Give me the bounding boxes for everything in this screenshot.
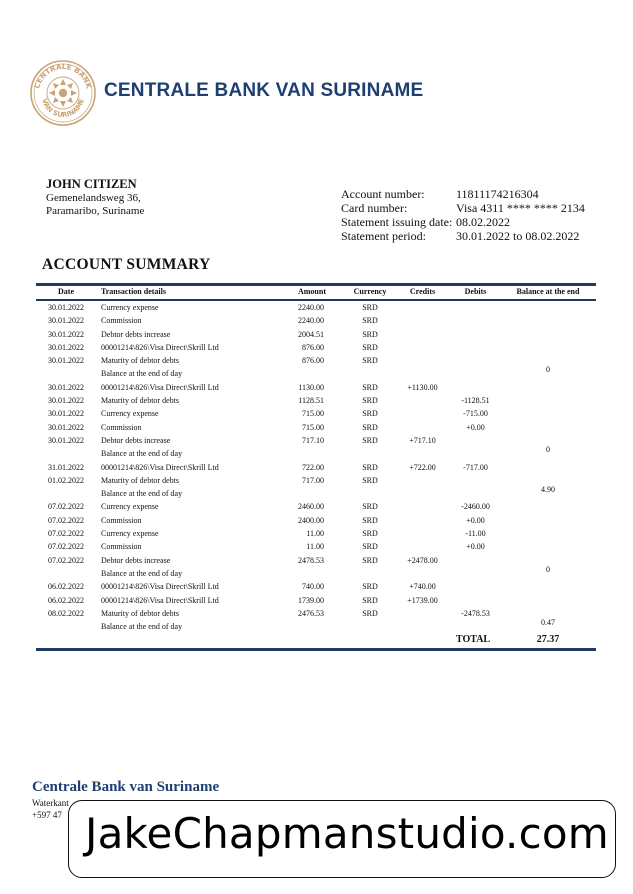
cell-currency: SRD bbox=[362, 608, 378, 618]
card-number-value: Visa 4311 **** **** 2134 bbox=[456, 201, 585, 215]
cell-currency: SRD bbox=[362, 542, 378, 552]
table-row bbox=[36, 594, 596, 607]
cell-credits: +1130.00 bbox=[407, 382, 438, 392]
cell-currency: SRD bbox=[362, 303, 378, 312]
cell-currency: SRD bbox=[362, 462, 378, 472]
cell-currency: SRD bbox=[362, 435, 378, 445]
cell-currency: SRD bbox=[362, 422, 378, 432]
header-debits: Debits bbox=[464, 287, 487, 296]
cell-date: 07.02.2022 bbox=[48, 529, 84, 539]
cell-details: Maturity of debtor debts bbox=[101, 356, 179, 366]
statement-period-value: 30.01.2022 to 08.02.2022 bbox=[456, 229, 580, 243]
cell-currency: SRD bbox=[362, 409, 378, 419]
cell-details: Commission bbox=[101, 542, 142, 552]
cell-details: Debtor debts increase bbox=[101, 435, 171, 445]
cell-balance: 0.47 bbox=[541, 618, 555, 628]
cell-debits: -717.00 bbox=[463, 462, 488, 472]
footer-bank-name: Centrale Bank van Suriname bbox=[32, 779, 220, 795]
cell-currency: SRD bbox=[362, 316, 378, 326]
cell-details: Balance at the end of day bbox=[101, 489, 183, 499]
customer-address-line1: Gemenelandsweg 36, bbox=[46, 192, 141, 204]
issuing-date-label: Statement issuing date: bbox=[341, 215, 453, 229]
bank-name: CENTRALE BANK VAN SURINAME bbox=[104, 80, 424, 101]
cell-amount: 2400.00 bbox=[298, 515, 324, 525]
cell-currency: SRD bbox=[362, 529, 378, 539]
cell-date: 30.01.2022 bbox=[48, 342, 84, 352]
cell-details: 00001214\826\Visa Direct\Skrill Ltd bbox=[101, 582, 219, 592]
table-row bbox=[36, 461, 596, 474]
cell-amount: 876.00 bbox=[302, 356, 324, 366]
cell-date: 30.01.2022 bbox=[48, 329, 84, 339]
cell-date: 08.02.2022 bbox=[48, 608, 84, 618]
cell-balance: 4.90 bbox=[541, 485, 555, 495]
svg-text:VAN SURINAME: VAN SURINAME bbox=[40, 97, 86, 120]
watermark-text: JakeChapmanstudio.com bbox=[85, 809, 609, 858]
cell-date: 01.02.2022 bbox=[48, 475, 84, 485]
table-row bbox=[36, 328, 596, 341]
cell-currency: SRD bbox=[362, 595, 378, 605]
cell-details: Currency expense bbox=[101, 409, 159, 419]
account-info bbox=[341, 187, 585, 243]
total-value: 27.37 bbox=[536, 634, 560, 646]
cell-details: Currency expense bbox=[101, 502, 159, 512]
cell-details: Currency expense bbox=[101, 529, 159, 539]
table-row bbox=[36, 421, 596, 434]
cell-amount: 722.00 bbox=[302, 462, 324, 472]
cell-balance: 0 bbox=[546, 365, 550, 375]
cell-credits: +2478.00 bbox=[407, 555, 438, 565]
cell-date: 07.02.2022 bbox=[48, 542, 84, 552]
total-label: TOTAL bbox=[456, 634, 491, 646]
table-row bbox=[36, 301, 596, 314]
cell-date: 06.02.2022 bbox=[48, 595, 84, 605]
cell-details: Maturity of debtor debts bbox=[101, 608, 179, 618]
cell-details: Balance at the end of day bbox=[101, 369, 183, 379]
account-number-value: 11811174216304 bbox=[456, 187, 539, 201]
cell-debits: -715.00 bbox=[463, 409, 488, 419]
cell-details: Balance at the end of day bbox=[101, 622, 183, 632]
cell-date: 07.02.2022 bbox=[48, 515, 84, 525]
statement-period-row bbox=[341, 229, 585, 243]
cell-date: 06.02.2022 bbox=[48, 582, 84, 592]
cell-amount: 2460.00 bbox=[298, 502, 324, 512]
cell-date: 30.01.2022 bbox=[48, 396, 84, 406]
cell-date: 07.02.2022 bbox=[48, 555, 84, 565]
table-row bbox=[36, 314, 596, 327]
cell-amount: 11.00 bbox=[306, 529, 324, 539]
customer-address-line2: Paramaribo, Suriname bbox=[46, 205, 145, 217]
cell-debits: -2478.53 bbox=[461, 608, 490, 618]
table-row bbox=[36, 527, 596, 540]
table-row bbox=[36, 394, 596, 407]
cell-currency: SRD bbox=[362, 582, 378, 592]
statement-period-label: Statement period: bbox=[341, 229, 426, 243]
cell-balance: 0 bbox=[546, 564, 550, 574]
cell-details: Commission bbox=[101, 422, 142, 432]
cell-date: 30.01.2022 bbox=[48, 356, 84, 366]
cell-amount: 11.00 bbox=[306, 542, 324, 552]
header-date: Date bbox=[58, 287, 74, 296]
cell-date: 07.02.2022 bbox=[48, 502, 84, 512]
cell-balance: 0 bbox=[546, 445, 550, 455]
header-amount: Amount bbox=[297, 287, 326, 296]
cell-debits: -11.00 bbox=[465, 529, 486, 539]
cell-details: Balance at the end of day bbox=[101, 568, 183, 578]
header-balance: Balance at the end bbox=[516, 287, 580, 296]
table-row bbox=[36, 514, 596, 527]
cell-details: Debtor debts increase bbox=[101, 555, 171, 565]
cell-debits: +0.00 bbox=[466, 422, 485, 432]
balance-row bbox=[36, 367, 596, 380]
account-summary-title: ACCOUNT SUMMARY bbox=[42, 256, 211, 273]
cell-details: Currency expense bbox=[101, 303, 159, 312]
cell-details: Balance at the end of day bbox=[101, 449, 183, 459]
table-body bbox=[36, 301, 596, 633]
footer-address: Waterkant bbox=[32, 798, 69, 808]
cell-currency: SRD bbox=[362, 396, 378, 406]
cell-currency: SRD bbox=[362, 342, 378, 352]
cell-date: 30.01.2022 bbox=[48, 382, 84, 392]
card-number-row bbox=[341, 201, 585, 215]
cell-debits: -2460.00 bbox=[461, 502, 490, 512]
table-row bbox=[36, 580, 596, 593]
footer-phone: +597 47 bbox=[32, 810, 62, 820]
cell-currency: SRD bbox=[362, 555, 378, 565]
table-header-row bbox=[36, 286, 596, 299]
table-row bbox=[36, 407, 596, 420]
cell-details: 00001214\826\Visa Direct\Skrill Ltd bbox=[101, 595, 219, 605]
header-credits: Credits bbox=[409, 287, 436, 296]
total-row bbox=[36, 633, 596, 647]
cell-amount: 717.00 bbox=[302, 475, 324, 485]
issuing-date-row bbox=[341, 215, 585, 229]
cell-amount: 715.00 bbox=[302, 409, 324, 419]
cell-currency: SRD bbox=[362, 502, 378, 512]
cell-amount: 1130.00 bbox=[298, 382, 324, 392]
balance-row bbox=[36, 620, 596, 633]
cell-details: Commission bbox=[101, 316, 142, 326]
account-number-label: Account number: bbox=[341, 187, 425, 201]
cell-credits: +740.00 bbox=[409, 582, 436, 592]
cell-date: 30.01.2022 bbox=[48, 303, 84, 312]
table-row bbox=[36, 341, 596, 354]
cell-amount: 1128.51 bbox=[298, 396, 324, 406]
table-row bbox=[36, 500, 596, 513]
cell-details: Commission bbox=[101, 515, 142, 525]
cell-debits: -1128.51 bbox=[461, 396, 490, 406]
customer-name: JOHN CITIZEN bbox=[46, 177, 137, 191]
cell-details: Debtor debts increase bbox=[101, 329, 171, 339]
customer-block bbox=[46, 178, 144, 218]
cell-currency: SRD bbox=[362, 356, 378, 366]
cell-amount: 876.00 bbox=[302, 342, 324, 352]
cell-date: 30.01.2022 bbox=[48, 316, 84, 326]
balance-row bbox=[36, 447, 596, 460]
cell-amount: 2240.00 bbox=[298, 316, 324, 326]
header-currency: Currency bbox=[353, 287, 387, 296]
cell-currency: SRD bbox=[362, 382, 378, 392]
cell-details: Maturity of debtor debts bbox=[101, 396, 179, 406]
cell-details: 00001214\826\Visa Direct\Skrill Ltd bbox=[101, 342, 219, 352]
cell-amount: 715.00 bbox=[302, 422, 324, 432]
cell-details: 00001214\826\Visa Direct\Skrill Ltd bbox=[101, 382, 219, 392]
cell-details: 00001214\826\Visa Direct\Skrill Ltd bbox=[101, 462, 219, 472]
cell-amount: 2478.53 bbox=[298, 555, 324, 565]
cell-amount: 2476.53 bbox=[298, 608, 324, 618]
cell-amount: 740.00 bbox=[302, 582, 324, 592]
cell-currency: SRD bbox=[362, 515, 378, 525]
cell-date: 30.01.2022 bbox=[48, 422, 84, 432]
header-details: Transaction details bbox=[101, 287, 166, 296]
cell-amount: 2004.51 bbox=[298, 329, 324, 339]
cell-credits: +722.00 bbox=[409, 462, 436, 472]
cell-date: 30.01.2022 bbox=[48, 435, 84, 445]
cell-credits: +717.10 bbox=[409, 435, 436, 445]
transactions-table bbox=[36, 283, 596, 651]
balance-row bbox=[36, 487, 596, 500]
cell-debits: +0.00 bbox=[466, 542, 485, 552]
issuing-date-value: 08.02.2022 bbox=[456, 215, 510, 229]
bank-logo-seal bbox=[30, 60, 96, 126]
cell-date: 30.01.2022 bbox=[48, 409, 84, 419]
svg-text:CENTRALE BANK: CENTRALE BANK bbox=[32, 61, 94, 90]
cell-date: 31.01.2022 bbox=[48, 462, 84, 472]
cell-amount: 717.10 bbox=[302, 435, 324, 445]
cell-credits: +1739.00 bbox=[407, 595, 438, 605]
balance-row bbox=[36, 564, 596, 580]
cell-amount: 1739.00 bbox=[298, 595, 324, 605]
table-row bbox=[36, 540, 596, 553]
cell-debits: +0.00 bbox=[466, 515, 485, 525]
cell-currency: SRD bbox=[362, 475, 378, 485]
cell-currency: SRD bbox=[362, 329, 378, 339]
card-number-label: Card number: bbox=[341, 201, 408, 215]
watermark-banner bbox=[68, 800, 616, 878]
table-bottom-rule bbox=[36, 648, 596, 651]
cell-amount: 2240.00 bbox=[298, 303, 324, 312]
cell-details: Maturity of debtor debts bbox=[101, 475, 179, 485]
table-row bbox=[36, 381, 596, 394]
account-number-row bbox=[341, 187, 585, 201]
